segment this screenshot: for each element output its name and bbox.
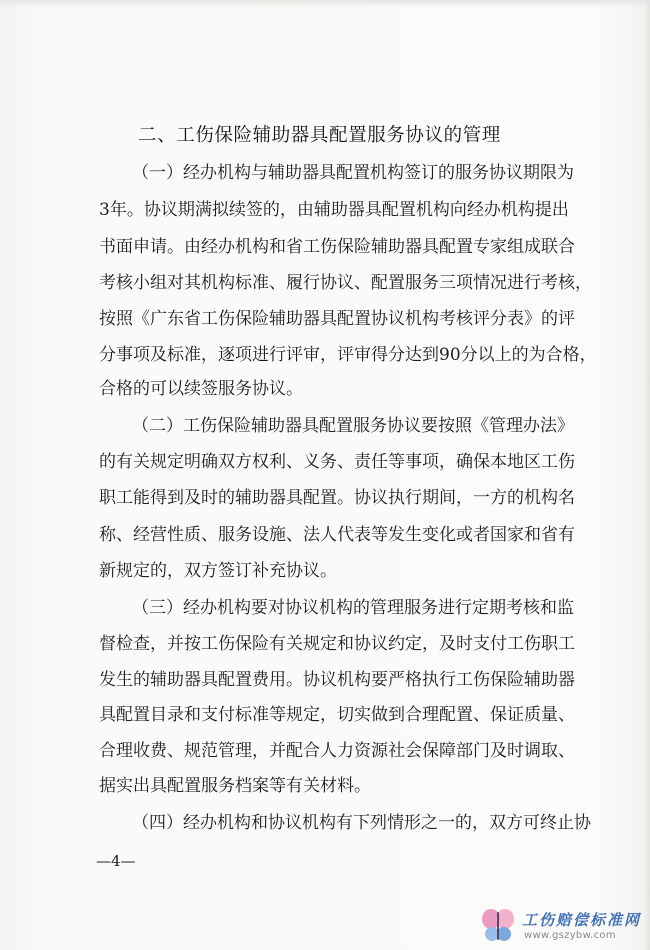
- section-heading: 二、工伤保险辅助器具配置服务协议的管理: [138, 125, 501, 146]
- paragraph-line: （一）经办机构与辅助器具配置机构签订的服务协议期限为: [132, 163, 574, 183]
- paragraph-line: （四）经办机构和协议机构有下列情形之一的，双方可终止协: [132, 813, 591, 833]
- butterfly-logo-icon: [480, 906, 516, 944]
- paragraph-line: 职工能得到及时的辅助器具配置。协议执行期间，一方的机构名: [99, 488, 575, 508]
- paragraph-line: 据实出具配置服务档案等有关材料。: [99, 776, 371, 796]
- paragraph-line: 发生的辅助器具配置费用。协议机构要严格执行工伤保险辅助器: [99, 670, 575, 690]
- paragraph-line: 书面申请。由经办机构和省工伤保险辅助器具配置专家组成联合: [99, 237, 575, 257]
- paragraph-line: 3年。协议期满拟续签的，由辅助器具配置机构向经办机构提出: [99, 200, 569, 220]
- paragraph-line: （三）经办机构要对协议机构的管理服务进行定期考核和监: [132, 598, 574, 618]
- watermark[interactable]: [480, 906, 642, 946]
- paragraph-line: 按照《广东省工伤保险辅助器具配置协议机构考核评分表》的评: [99, 309, 575, 329]
- paragraph-line: 称、经营性质、服务设施、法人代表等发生变化或者国家和省有: [99, 525, 575, 545]
- paragraph-line: （二）工伤保险辅助器具配置服务协议要按照《管理办法》: [132, 416, 574, 436]
- watermark-site-name: 工伤赔偿标准网: [522, 911, 642, 929]
- paragraph-line: 督检查，并按工伤保险有关规定和协议约定，及时支付工伤职工: [99, 634, 575, 654]
- paragraph-line: 合格的可以续签服务协议。: [99, 379, 303, 399]
- watermark-url: www.gszybw.com: [524, 930, 616, 941]
- paragraph-line: 新规定的，双方签订补充协议。: [99, 561, 337, 581]
- paragraph-line: 考核小组对其机构标准、履行协议、配置服务三项情况进行考核，: [99, 273, 592, 293]
- paragraph-line: 合理收费、规范管理，并配合人力资源社会保障部门及时调取、: [99, 741, 575, 761]
- paragraph-line: 分事项及标准，逐项进行评审，评审得分达到90分以上的为合格，: [99, 345, 597, 365]
- page-top-edge: [0, 0, 650, 8]
- paragraph-line: 的有关规定明确双方权利、义务、责任等事项，确保本地区工伤: [99, 452, 575, 472]
- page-right-edge: [644, 0, 650, 950]
- page-number: —4—: [96, 852, 136, 870]
- paragraph-line: 具配置目录和支付标准等规定，切实做到合理配置、保证质量、: [99, 705, 575, 725]
